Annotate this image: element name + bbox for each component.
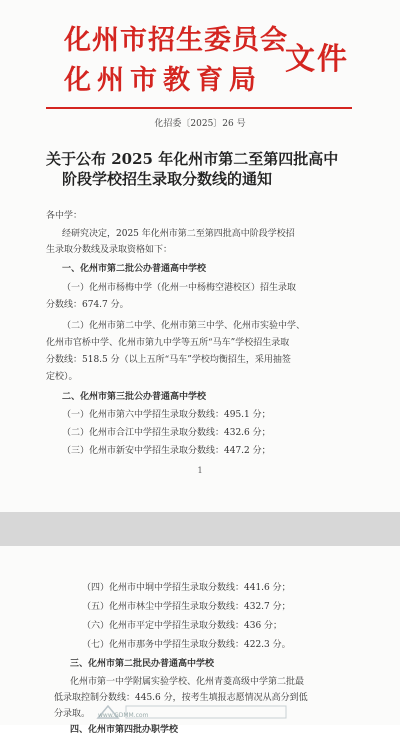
- paragraph-line: 分数线：674.7 分。: [46, 300, 129, 310]
- document-title-line-2: 阶段学校招生录取分数线的通知: [62, 170, 273, 188]
- list-item: （一）化州市第六中学招生录取分数线：495.1 分；: [62, 410, 271, 420]
- list-item: （七）化州市那务中学招生录取分数线：422.3 分。: [82, 640, 291, 650]
- page-number: 1: [197, 466, 203, 475]
- paragraph-line: 分数线：518.5 分（以上五所“马车”学校均衡招生，采用抽签: [46, 355, 291, 365]
- paragraph-line: 生录取分数线及录取资格如下：: [46, 245, 173, 255]
- list-item: （五）化州市林尘中学招生录取分数线：432.7 分；: [82, 602, 291, 612]
- list-item: （三）化州市新安中学招生录取分数线：447.2 分；: [62, 446, 271, 456]
- salutation: 各中学：: [46, 211, 83, 221]
- paragraph-line: 分录取。: [54, 709, 91, 719]
- list-item: （四）化州市中垌中学招生录取分数线：441.6 分；: [82, 583, 291, 593]
- list-item: （六）化州市平定中学招生录取分数线：436 分；: [82, 621, 283, 631]
- section-heading: 一、化州市第二批公办普通高中学校: [62, 264, 207, 274]
- paragraph-line: （二）化州市第二中学、化州市第三中学、化州市实验中学、: [62, 321, 306, 331]
- section-heading: 二、化州市第三批公办普通高中学校: [62, 392, 207, 402]
- document-type-label: 文件: [285, 42, 349, 77]
- watermark-text: www.GDMM.com: [98, 712, 149, 719]
- paragraph-line: 化州市第一中学附属实验学校、化州青菱高级中学第二批最: [70, 677, 305, 687]
- paragraph-line: 化州市官桥中学、化州市第九中学等五所“马车”学校招生录取: [46, 338, 290, 348]
- list-item: （二）化州市合江中学招生录取分数线：432.6 分；: [62, 428, 271, 438]
- header-divider: [46, 107, 352, 109]
- paragraph-line: （一）化州市杨梅中学（化州一中杨梅空港校区）招生录取: [62, 283, 297, 293]
- page-gap: [0, 512, 400, 546]
- section-heading: 四、化州市第四批办职学校: [70, 725, 179, 735]
- paragraph-line: 定校）。: [46, 372, 78, 382]
- paragraph-line: 低录取控制分数线：445.6 分，按考生填报志愿情况从高分到低: [54, 693, 308, 703]
- issuer-name-1: 化州市招生委员会: [64, 25, 288, 56]
- issuer-name-2: 化州市教育局: [64, 65, 262, 96]
- section-heading: 三、化州市第二批民办普通高中学校: [70, 659, 215, 669]
- paragraph-line: 经研究决定，2025 年化州市第二至第四批高中阶段学校招: [62, 229, 295, 239]
- document-number: 化招委〔2025〕26 号: [154, 119, 246, 129]
- document-title-line-1: 关于公布 2025 年化州市第二至第四批高中: [46, 150, 339, 168]
